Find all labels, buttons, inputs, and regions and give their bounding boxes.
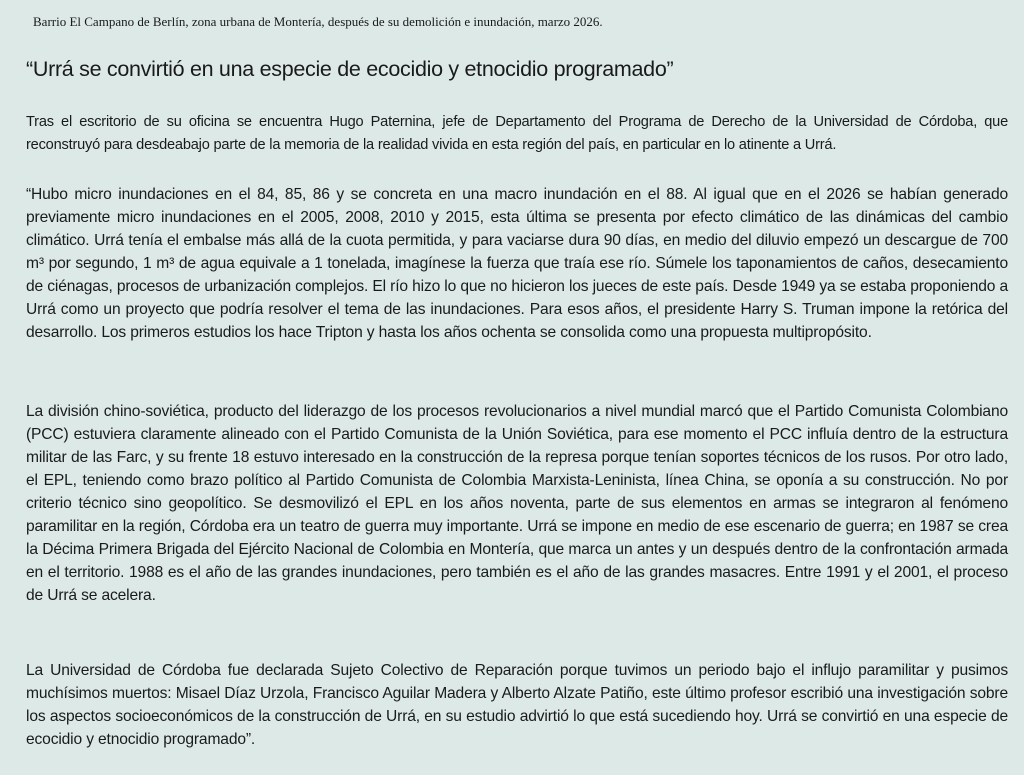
article-headline: “Urrá se convirtió en una especie de ecocidio y etnocidio programado” — [26, 57, 674, 81]
photo-caption: Barrio El Campano de Berlín, zona urbana de Montería, después de su demolición e inundación, marzo 2026. — [33, 14, 603, 29]
intro-paragraph: Tras el escritorio de su oficina se encuentra Hugo Paternina, jefe de Departamento del Programa de Derecho de la Universidad de Córdoba, que reconstruyó para desdeabajo parte de la memoria de la realidad vivida en esta región del país, en particular en lo atinente a Urrá. — [26, 114, 1008, 153]
quote-paragraph-floods: “Hubo micro inundaciones en el 84, 85, 86 y se concreta en una macro inundación en el 88. Al igual que en el 2026 se habían generado previamente micro inundaciones en el 2005, 2008, 2010 y 2015, esta última se presenta por efecto climático de las dinámicas del cambio climático. Urrá tenía el embalse más allá de la cuota permitida, y para vaciarse dura 90 días, en medio del diluvio empezó un descargue de 700 m³ por segundo, 1 m³ de agua equivale a 1 tonelada, imagínese la fuerza que traía ese río. Súmele los taponamientos de caños, desecamiento de ciénagas, procesos de urbanización complejos. El río hizo lo que no hicieron los jueces de este país. Desde 1949 ya se estaba proponiendo a Urrá como un proyecto que podría resolver el tema de las inundaciones. Para esos años, el presidente Harry S. Truman impone la retórica del desarrollo. Los primeros estudios los hace Tripton y hasta los años ochenta se consolida como una propuesta multipropósito. — [26, 186, 1008, 341]
paragraph-university-victims: La Universidad de Córdoba fue declarada Sujeto Colectivo de Reparación porque tuvimos un periodo bajo el influjo paramilitar y pusimos muchísimos muertos: Misael Díaz Urzola, Francisco Aguilar Madera y Alberto Alzate Patiño, este último profesor escribió una investigación sobre los aspectos socioeconómicos de la construcción de Urrá, en su estudio advirtió lo que está sucediendo hoy. Urrá se convirtió en una especie de ecocidio y etnocidio programado”. — [26, 662, 1008, 748]
paragraph-armed-conflict: La división chino-soviética, producto del liderazgo de los procesos revolucionarios a nivel mundial marcó que el Partido Comunista Colombiano (PCC) estuviera claramente alineado con el Partido Comunista de la Unión Soviética, para ese momento el PCC influía dentro de la estructura militar de las Farc, y su frente 18 estuvo interesado en la construcción de la represa porque tenían soportes técnicos de los rusos. Por otro lado, el EPL, teniendo como brazo político al Partido Comunista de Colombia Marxista-Leninista, línea China, se oponía a su construcción. No por criterio técnico sino geopolítico. Se desmovilizó el EPL en los años noventa, parte de sus elementos en armas se integraron al fenómeno paramilitar en la región, Córdoba era un teatro de guerra muy importante. Urrá se impone en medio de ese escenario de guerra; en 1987 se crea la Décima Primera Brigada del Ejército Nacional de Colombia en Montería, que marca un antes y un después dentro de la confrontación armada en el territorio. 1988 es el año de las grandes inundaciones, pero también es el año de las grandes masacres. Entre 1991 y el 2001, el proceso de Urrá se acelera. — [26, 403, 1008, 604]
